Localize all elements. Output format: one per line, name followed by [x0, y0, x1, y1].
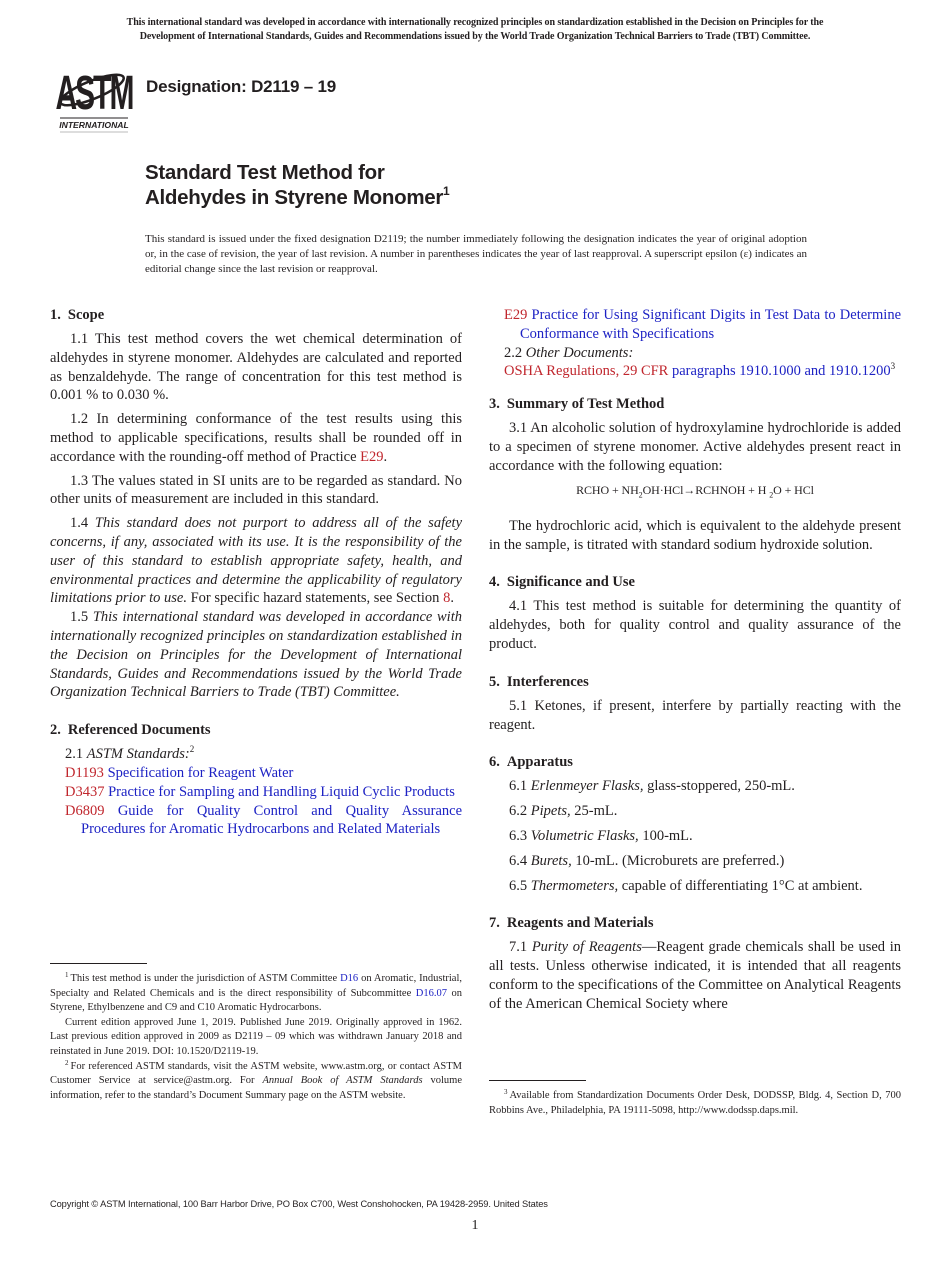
- para-number: 6.4: [509, 852, 531, 869]
- para-number: 1.4: [70, 515, 95, 532]
- standards-notice: [47, 16, 904, 44]
- astm-logo: [54, 56, 134, 134]
- ref-code[interactable]: OSHA Regulations, 29 CFR: [504, 363, 669, 380]
- link-subcommittee-d16-07[interactable]: D16.07: [415, 987, 447, 999]
- footnote-mark: 1: [65, 971, 69, 979]
- para-1-4: [50, 514, 462, 608]
- link-committee-d16[interactable]: D16: [340, 973, 359, 984]
- ref-code[interactable]: E29: [504, 307, 528, 323]
- fn-text: on Styrene, Ethylbenzene and C9 and C10 Aromatic Hydrocarbons.: [50, 987, 462, 1014]
- para-lead: Purity of Reagents: [531, 939, 642, 956]
- section-heading-reagents: [489, 914, 901, 933]
- footnote-1: [50, 972, 462, 1016]
- apparatus-item: [489, 802, 901, 821]
- section-number: 5.: [489, 673, 500, 690]
- section-title: Interferences: [506, 673, 589, 690]
- para-number: 6.2: [509, 803, 531, 820]
- title-line-1: Standard Test Method for: [145, 161, 385, 184]
- ref-osha[interactable]: [489, 362, 901, 381]
- section-title: Apparatus: [506, 754, 573, 771]
- notice-line-2: Development of International Standards, Guides and Recommendations issued by the World Trade Organization Technical Barriers to Trade (TBT) Committee.: [139, 31, 811, 42]
- para-1-2-text: 1.2 In determining conformance of the test results using this method to applicable specifications, results shall be rounded off in accordance with the rounding-off method of Practice: [50, 411, 462, 465]
- ref-code[interactable]: D3437: [65, 783, 105, 800]
- astm-standards-label: [50, 745, 462, 764]
- apparatus-item: [489, 777, 901, 796]
- para-4-1: 4.1 This test method is suitable for determining the quantity of aldehydes, both for quality control and quality assurance of the product.: [489, 598, 901, 652]
- fn-text: This test method is under the jurisdiction of ASTM Committee: [70, 973, 341, 984]
- section-number: 3.: [489, 396, 500, 413]
- fn-italic: Annual Book of ASTM Standards: [262, 1075, 423, 1087]
- item-desc: glass-stoppered, 250-mL.: [643, 778, 795, 795]
- footnote-ref-3[interactable]: 3: [890, 361, 896, 372]
- document-title: [145, 160, 449, 210]
- section-heading-significance: [489, 573, 901, 592]
- eq-subscript: 2: [638, 489, 643, 499]
- ref-title[interactable]: Specification for Reagent Water: [107, 764, 294, 781]
- para-text: For specific hazard statements, see Section: [186, 590, 444, 607]
- ref-code[interactable]: D1193: [65, 764, 104, 781]
- label-text: ASTM Standards:: [86, 746, 190, 763]
- copyright-notice: Copyright © ASTM International, 100 Barr Harbor Drive, PO Box C700, West Conshohocken, PA 19428-2959. United States: [50, 1199, 548, 1209]
- section-number: 7.: [489, 915, 500, 932]
- other-documents-label: [489, 344, 901, 363]
- ref-title[interactable]: paragraphs 1910.1000 and 1910.1200: [671, 363, 891, 380]
- para-1-3: 1.3 The values stated in SI units are to be regarded as standard. No other units of measurement are included in this standard.: [50, 472, 462, 508]
- fn-text: For referenced ASTM standards, visit the ASTM website, www.astm.org, or contact ASTM Customer Service at service@astm.org. For: [50, 1060, 462, 1087]
- apparatus-item: [489, 852, 901, 871]
- item-name: Thermometers,: [530, 877, 619, 894]
- ref-title[interactable]: Practice for Sampling and Handling Liquid Cyclic Products: [108, 783, 455, 800]
- ref-d6809[interactable]: [50, 802, 462, 840]
- para-number: 6.1: [509, 778, 531, 795]
- para-number: 6.3: [509, 827, 531, 844]
- footnotes-left: [50, 972, 462, 1103]
- ref-title[interactable]: Practice for Using Significant Digits in Test Data to Determine Conformance with Specifications: [520, 307, 901, 342]
- item-name: Volumetric Flasks,: [530, 827, 639, 844]
- ref-d1193[interactable]: [50, 764, 462, 783]
- para-3-1: 3.1 An alcoholic solution of hydroxylamine hydrochloride is added to a specimen of styrene monomer. Active aldehydes present react in accordance with the following equation:: [489, 420, 901, 474]
- label-text: Other Documents:: [525, 344, 634, 361]
- footnote-mark: 3: [504, 1088, 508, 1096]
- item-name: Burets,: [530, 852, 572, 869]
- item-desc: 100-mL.: [638, 827, 693, 844]
- footnote-1-edition: Current edition approved June 1, 2019. Published June 2019. Originally approved in 1962. Last previous edition approved in 2009 as D2119 – 09 which was withdrawn January 2018 and reinstated in June 2019. DOI: 10.1520/D2119-19.: [50, 1016, 462, 1057]
- section-title: Reagents and Materials: [506, 915, 654, 932]
- section-number: 4.: [489, 574, 500, 591]
- section-number: 1.: [50, 307, 61, 323]
- ref-title[interactable]: Guide for Quality Control and Quality Assurance Procedures for Aromatic Hydrocarbons and Related Materials: [81, 802, 463, 838]
- section-title: Significance and Use: [506, 574, 635, 591]
- item-name: Erlenmeyer Flasks,: [530, 778, 644, 795]
- eq-part: RCHO + NH: [576, 482, 639, 497]
- fn-text: Available from Standardization Documents Order Desk, DODSSP, Bldg. 4, Section D, 700 Robbins Ave., Philadelphia, PA 19111-5098, http://www.dodssp.daps.mil.: [489, 1090, 901, 1116]
- svg-text:INTERNATIONAL: INTERNATIONAL: [59, 120, 129, 130]
- link-section-8[interactable]: 8: [443, 590, 451, 607]
- item-desc: 25-mL.: [570, 803, 618, 820]
- wto-statement: This international standard was developed in accordance with internationally recognized principles on standardization established in the Decision on Principles for the Development of International Standards, Guides and Recommendations issued by the World Trade Organization Technical Barriers to Trade (TBT) Committee.: [50, 609, 462, 701]
- para-1-5: [50, 608, 462, 702]
- svg-text:ASTM: ASTM: [55, 66, 133, 120]
- reaction-equation: [489, 481, 901, 505]
- para-1-1: 1.1 This test method covers the wet chemical determination of aldehydes in styrene monomer. Aldehydes are calculated and reported as benzaldehyde. The range of concentration for this test method is 0.001 % to 0.030 %.: [50, 331, 462, 404]
- eq-part: OH·HCl→RCHNOH + H: [642, 482, 770, 497]
- apparatus-item: [489, 827, 901, 846]
- section-heading-summary: [489, 395, 901, 414]
- para-number: 7.1: [509, 939, 532, 956]
- page-number: 1: [471, 1218, 479, 1233]
- para-number: 6.5: [509, 877, 531, 894]
- section-number: 2.: [50, 722, 61, 739]
- eq-subscript: 2: [769, 489, 774, 499]
- para-number: 2.2: [504, 344, 526, 361]
- section-heading-interferences: [489, 673, 901, 692]
- section-heading-referenced-documents: [50, 721, 462, 740]
- section-number: 6.: [489, 754, 500, 771]
- section-title: Referenced Documents: [67, 722, 211, 739]
- section-heading-scope: [50, 306, 462, 325]
- issued-note: This standard is issued under the fixed designation D2119; the number immediately following the designation indicates the year of original adoption or, in the case of revision, the year of last revision. A number in parentheses indicates the year of last reapproval. A superscript epsilon (ε) indicates an editorial change since the last revision or reapproval.: [145, 233, 807, 275]
- left-column: [50, 306, 462, 839]
- footnote-ref-2[interactable]: 2: [189, 744, 195, 755]
- astm-logo-icon: [54, 56, 134, 134]
- item-desc: capable of differentiating 1°C at ambient.: [618, 877, 863, 894]
- para-number: 1.5: [70, 609, 93, 626]
- fn-text: on Aromatic, Industrial, Specialty and Related Chemicals and is the direct responsibility of Subcommittee: [50, 973, 462, 999]
- punct: .: [450, 590, 454, 607]
- footnote-3: [489, 1089, 901, 1118]
- item-name: Pipets,: [530, 803, 571, 820]
- footnote-mark: 2: [65, 1058, 69, 1067]
- ref-d3437[interactable]: [50, 783, 462, 802]
- title-footnote-ref[interactable]: 1: [443, 184, 450, 198]
- para-1-2: [50, 410, 462, 466]
- ref-code[interactable]: D6809: [65, 802, 105, 819]
- safety-caveat: This standard does not purport to address all of the safety concerns, if any, associated with its use. It is the responsibility of the user of this standard to establish appropriate safety, health, and environmental practices and determine the applicability of regulatory limitations prior to use.: [50, 515, 463, 607]
- footnote-divider: [489, 1080, 586, 1081]
- para-5-1: 5.1 Ketones, if present, interfere by partially reacting with the reagent.: [489, 697, 901, 733]
- footnote-2: [50, 1060, 462, 1104]
- ref-e29[interactable]: [489, 306, 901, 344]
- para-text: —Reagent grade chemicals shall be used in all tests. Unless otherwise indicated, it is intended that all reagents conform to the specifications of the Committee on Analytical Reagents of the American Chemical Society where: [489, 939, 902, 1012]
- link-e29[interactable]: E29: [360, 448, 384, 465]
- footnotes-right: [489, 1089, 901, 1118]
- section-heading-apparatus: [489, 753, 901, 772]
- footnote-divider: [50, 963, 147, 964]
- section-title: Scope: [67, 307, 105, 323]
- section-title: Summary of Test Method: [506, 396, 665, 413]
- fn-text: volume information, refer to the standard’s Document Summary page on the ASTM website.: [50, 1075, 462, 1101]
- notice-line-1: This international standard was developed in accordance with internationally recognized principles on standardization established in the Decision on Principles for the: [126, 17, 824, 28]
- designation: Designation: D2119 – 19: [146, 77, 337, 96]
- para-3-2: The hydrochloric acid, which is equivalent to the aldehyde present in the sample, is titrated with standard sodium hydroxide solution.: [489, 517, 901, 553]
- title-line-2-text: Aldehydes in Styrene Monomer: [145, 186, 444, 209]
- title-line-2: [145, 185, 449, 210]
- item-desc: 10-mL. (Microburets are preferred.): [571, 852, 785, 869]
- apparatus-item: [489, 877, 901, 896]
- punct: .: [383, 448, 388, 465]
- right-column: [489, 306, 901, 1019]
- eq-part: O + HCl: [773, 482, 814, 497]
- para-number: 2.1: [65, 746, 87, 763]
- para-7-1: [489, 938, 901, 1013]
